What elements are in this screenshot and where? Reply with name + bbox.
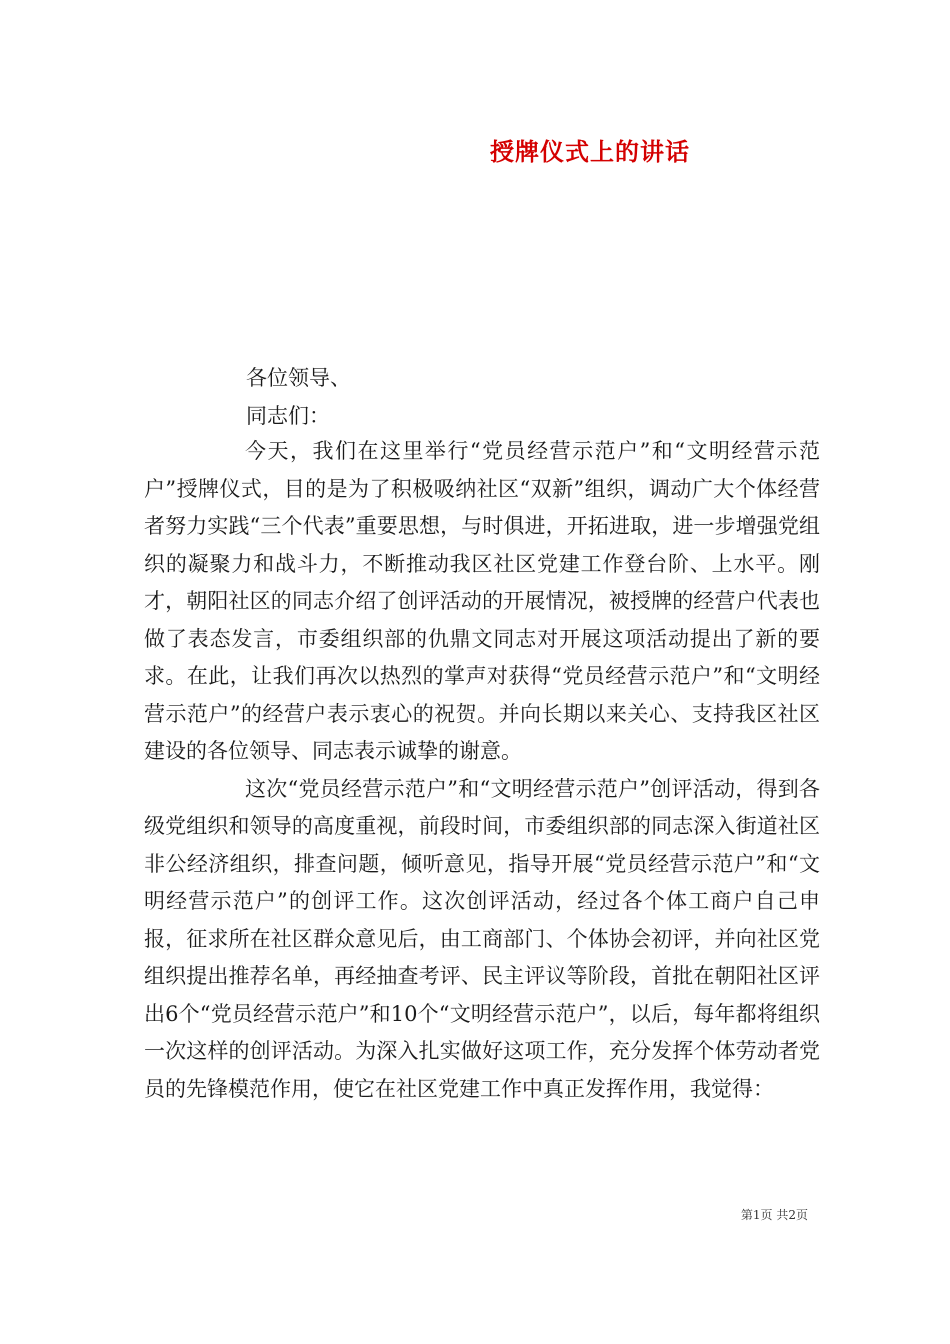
- document-body: [144, 433, 820, 1108]
- paragraph: 今天，我们在这里举行“党员经营示范户”和“文明经营示范户”授牌仪式，目的是为了积极吸纳社区“双新”组织，调动广大个体经营者努力实践“三个代表”重要思想，与时俱进，开拓进取，进一步增强党组织的凝聚力和战斗力，不断推动我区社区党建工作登台阶、上水平。刚才，朝阳社区的同志介绍了创评活动的开展情况，被授牌的经营户代表也做了表态发言，市委组织部的仇鼎文同志对开展这项活动提出了新的要求。在此，让我们再次以热烈的掌声对获得“党员经营示范户”和“文明经营示范户”的经营户表示衷心的祝贺。并向长期以来关心、支持我区社区建设的各位领导、同志表示诚挚的谢意。: [144, 439, 820, 763]
- salutation-comrades: 同志们：: [246, 404, 330, 428]
- paragraph: 这次“党员经营示范户”和“文明经营示范户”创评活动，得到各级党组织和领导的高度重视，前段时间，市委组织部的同志深入街道社区非公经济组织，排查问题，倾听意见，指导开展“党员经营示范户”和“文明经营示范户”的创评工作。这次创评活动，经过各个体工商户自己申报，征求所在社区群众意见后，由工商部门、个体协会初评，并向社区党组织提出推荐名单，再经抽查考评、民主评议等阶段，首批在朝阳社区评出6个“党员经营示范户”和10个“文明经营示范户”，以后，每年都将组织一次这样的创评活动。为深入扎实做好这项工作，充分发挥个体劳动者党员的先锋模范作用，使它在社区党建工作中真正发挥作用，我觉得：: [144, 776, 820, 1101]
- salutation-leaders: 各位领导、: [246, 366, 351, 390]
- document-title: 授牌仪式上的讲话: [490, 137, 690, 166]
- page-number-footer: 第1页 共2页: [740, 1208, 808, 1222]
